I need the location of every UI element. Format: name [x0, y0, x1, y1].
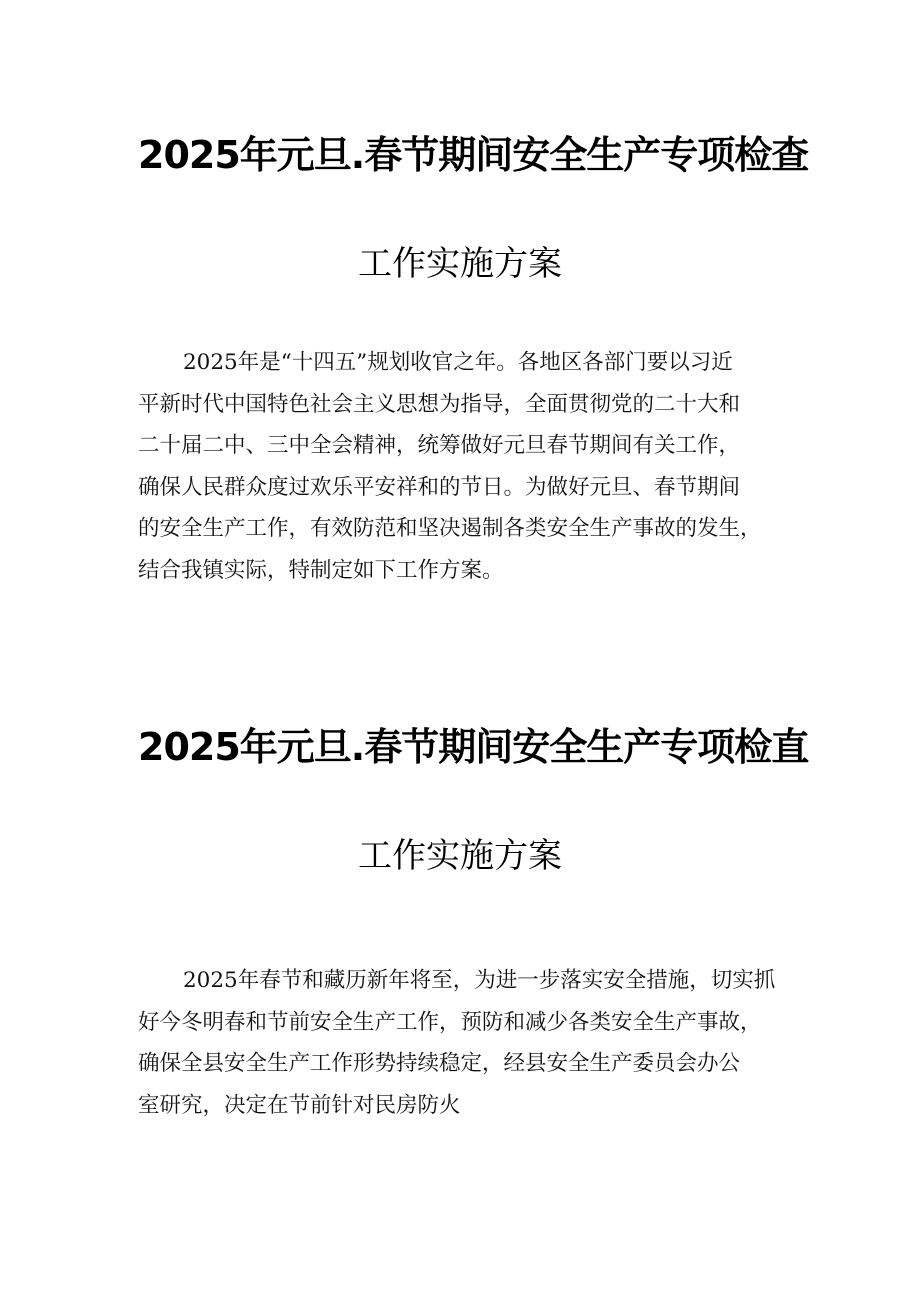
- paragraph-line: 室研究，决定在节前针对民房防火: [138, 1092, 461, 1118]
- section-1-title-line2: 工作实施方案: [358, 244, 562, 284]
- section-2-title-line2: 工作实施方案: [358, 836, 562, 876]
- section-2-paragraph: [138, 960, 802, 1126]
- section-1-title-line1: 2025年元旦.春节期间安全生产专项检查: [138, 133, 809, 177]
- section-2-title-line1: 2025年元旦.春节期间安全生产专项检直: [138, 725, 809, 769]
- paragraph-line: 2025年春节和藏历新年将至，为进一步落实安全措施，切实抓: [183, 968, 776, 993]
- paragraph-line: 二十届二中、三中全会精神，统筹做好元旦春节期间有关工作，: [138, 433, 741, 458]
- paragraph-line: 好今冬明春和节前安全生产工作，预防和减少各类安全生产事故，: [138, 1009, 762, 1035]
- paragraph-line: 结合我镇实际，特制定如下工作方案。: [138, 557, 504, 583]
- paragraph-line: 确保全县安全生产工作形势持续稳定，经县安全生产委员会办公: [138, 1051, 741, 1076]
- paragraph-line: 平新时代中国特色社会主义思想为指导，全面贯彻党的二十大和: [138, 391, 741, 417]
- section-1-paragraph: [138, 342, 802, 591]
- paragraph-line: 的安全生产工作，有效防范和坚决遏制各类安全生产事故的发生，: [138, 516, 762, 541]
- paragraph-line: 确保人民群众度过欢乐平安祥和的节日。为做好元旦、春节期间: [138, 474, 741, 500]
- paragraph-line: 2025年是“十四五”规划收官之年。各地区各部门要以习近: [183, 350, 733, 375]
